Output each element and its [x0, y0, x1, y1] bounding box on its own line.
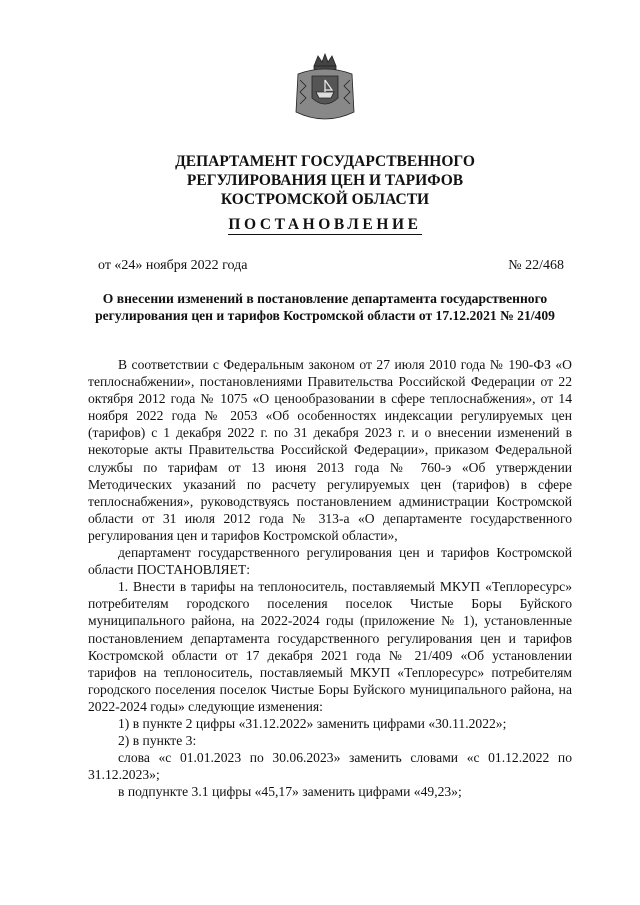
body-paragraph: департамент государственного регулирования цен и тарифов Костромской области ПОСТАНОВЛЯЕТ: — [88, 545, 572, 578]
department-name-line: РЕГУЛИРОВАНИЯ ЦЕН И ТАРИФОВ — [186, 172, 464, 189]
document-type-text: ПОСТАНОВЛЕНИЕ — [228, 216, 422, 233]
body-paragraph: слова «с 01.01.2023 по 30.06.2023» заменить словами «с 01.12.2022 по 31.12.2023»; — [88, 750, 572, 783]
document-body — [88, 356, 572, 800]
coat-of-arms-emblem — [292, 52, 358, 126]
body-paragraph: в подпункте 3.1 цифры «45,17» заменить цифрами «49,23»; — [118, 784, 462, 800]
body-paragraph: 1. Внести в тарифы на теплоноситель, поставляемый МКУП «Теплоресурс» потребителям городского поселения поселок Чистые Боры Буйского муниципального района, на 2022-2024 годы (приложение № 1), установленные постановлением департамента государственного регулирования цен и тарифов Костромской области от 17 декабря 2021 года № 21/409 «Об установлении тарифов на теплоноситель, поставляемый МКУП «Теплоресурс» потребителям городского поселения поселок Чистые Боры Буйского муниципального района, на 2022-2024 годы» следующие изменения: — [88, 579, 572, 714]
department-name-line: КОСТРОМСКОЙ ОБЛАСТИ — [220, 191, 430, 208]
document-number: № 22/468 — [508, 258, 564, 273]
body-paragraph: 2) в пункте 3: — [118, 733, 197, 749]
department-name-line: ДЕПАРТАМЕНТ ГОСУДАРСТВЕННОГО — [175, 153, 475, 170]
body-paragraph: 1) в пункте 2 цифры «31.12.2022» заменить цифрами «30.11.2022»; — [118, 715, 507, 731]
document-type-heading — [60, 216, 590, 234]
subject-line: О внесении изменений в постановление департамента государственного — [102, 291, 548, 306]
subject-line: регулирования цен и тарифов Костромской области от 17.12.2021 № 21/409 — [95, 308, 555, 323]
document-subject — [70, 290, 580, 324]
body-paragraph: В соответствии с Федеральным законом от 27 июля 2010 года № 190-ФЗ «О теплоснабжении», постановлениями Правительства Российской Федерации от 22 октября 2012 года № 1075 «О ценообразовании в сфере теплоснабжения», от 14 ноября 2022 года № 2053 «Об особенностях индексации регулируемых цен (тарифов) с 1 декабря 2022 г. по 31 декабря 2023 г. и о внесении изменений в некоторые акты Правительства Российской Федерации», приказом Федеральной службы по тарифам от 13 июня 2013 года № 760-э «Об утверждении Методических указаний по расчету регулируемых цен (тарифов) в сфере теплоснабжения», руководствуясь постановлением администрации Костромской области от 31 июля 2012 года № 313-а «О департаменте государственного регулирования цен и тарифов Костромской области», — [88, 357, 572, 543]
document-date: от «24» ноября 2022 года — [98, 258, 248, 273]
department-name — [60, 152, 590, 209]
